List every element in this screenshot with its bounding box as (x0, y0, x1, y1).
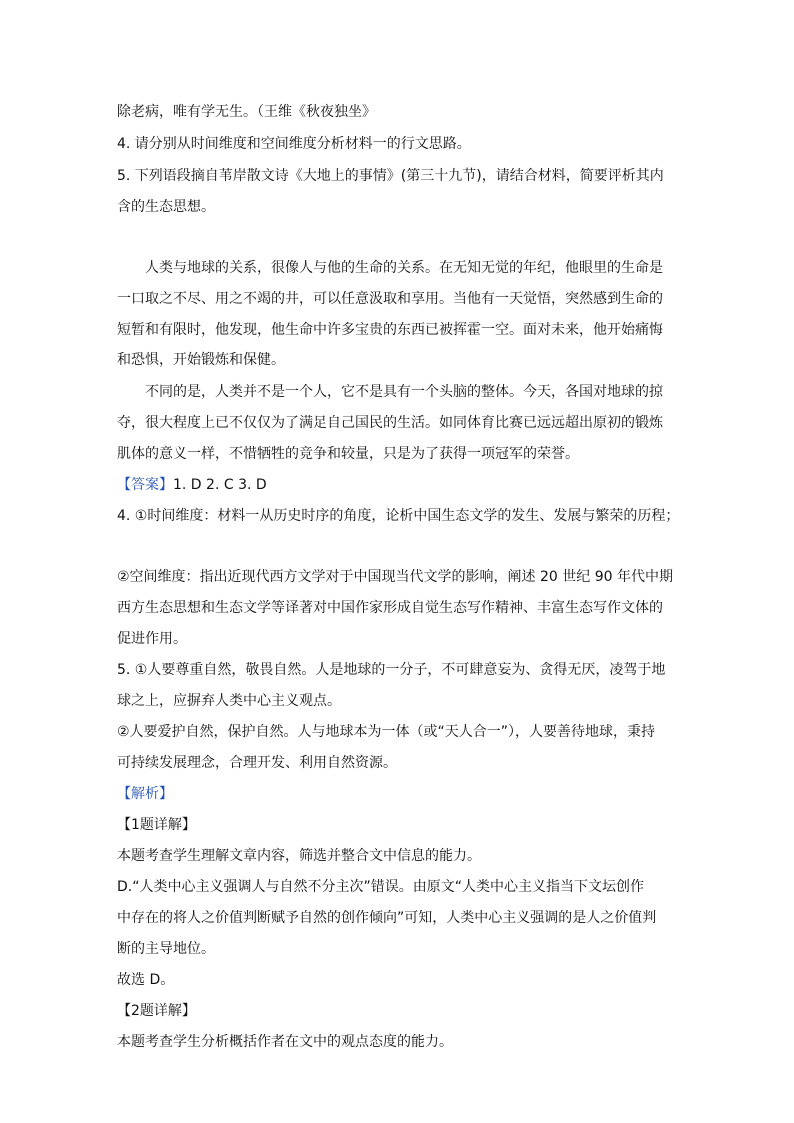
q1-conclusion: 故选 D。 (117, 972, 175, 988)
excerpt-paragraph-2: 不同的是，人类并不是一个人，它不是具有一个头脑的整体。今天，各国对地球的掠 (145, 384, 663, 400)
section-heading-q2: 【2题详解】 (117, 1003, 196, 1019)
excerpt-paragraph-1: 一口取之不尽、用之不竭的井，可以任意汲取和享用。当他有一天觉悟，突然感到生命的 (117, 291, 663, 307)
section-heading-q1: 【1题详解】 (117, 817, 196, 833)
answer-text: 1. D 2. C 3. D (173, 477, 267, 493)
answer-5-point-2: ②人要爱护自然，保护自然。人与地球本为一体（或“天人合一”），人要善待地球，秉持 (117, 724, 656, 740)
answer-5-point-1: 球之上，应摒弃人类中心主义观点。 (117, 693, 341, 709)
answer-5-point-1: 5. ①人要尊重自然，敬畏自然。人是地球的一分子，不可肆意妄为、贪得无厌，凌驾于地 (117, 662, 666, 678)
answer-5-point-2: 可持续发展理念，合理开发、利用自然资源。 (117, 755, 397, 771)
answer-4-space: 促进作用。 (117, 631, 187, 647)
excerpt-paragraph-1: 人类与地球的关系，很像人与他的生命的关系。在无知无觉的年纪，他眼里的生命是 (145, 260, 663, 276)
q1-explanation: D.“人类中心主义强调人与自然不分主次”错误。由原文“人类中心主义指当下文坛创作 (117, 879, 644, 895)
excerpt-paragraph-1: 短暂和有限时，他发现，他生命中许多宝贵的东西已被挥霍一空。面对未来，他开始痛悔 (117, 322, 663, 338)
q1-explanation: 本题考查学生理解文章内容，筛选并整合文中信息的能力。 (117, 848, 481, 864)
poem-citation-line: 除老病，唯有学无生。（王维《秋夜独坐》 (117, 104, 376, 120)
q1-explanation: 断的主导地位。 (117, 941, 215, 957)
answer-line (117, 475, 267, 495)
question-5-line-2: 含的生态思想。 (117, 199, 215, 215)
q2-explanation: 本题考查学生分析概括作者在文中的观点态度的能力。 (117, 1034, 453, 1050)
excerpt-paragraph-2: 肌体的意义一样，不惜牺牲的竞争和较量，只是为了获得一项冠军的荣誉。 (117, 446, 579, 462)
analysis-tag: 【解析】 (117, 786, 173, 802)
answer-4-space: 西方生态思想和生态文学等译著对中国作家形成自觉生态写作精神、丰富生态写作文体的 (117, 600, 663, 616)
answer-tag: 【答案】 (117, 477, 173, 493)
q1-explanation: 中存在的将人之价值判断赋予自然的创作倾向”可知，人类中心主义强调的是人之价值判 (117, 910, 657, 926)
answer-4-space: ②空间维度：指出近现代西方文学对于中国现当代文学的影响，阐述 20 世纪 90 年代中期 (117, 569, 673, 585)
excerpt-paragraph-2: 夺，很大程度上已不仅仅为了满足自己国民的生活。如同体育比赛已远远超出原初的锻炼 (117, 415, 663, 431)
question-5-line-1: 5. 下列语段摘自苇岸散文诗《大地上的事情》(第三十九节)，请结合材料，简要评析其内 (117, 168, 664, 184)
excerpt-paragraph-1: 和恐惧，开始锻炼和保健。 (117, 352, 285, 368)
answer-4-time: 4. ①时间维度：材料一从历史时序的角度，论析中国生态文学的发生、发展与繁荣的历程； (117, 508, 680, 524)
question-4: 4. 请分别从时间维度和空间维度分析材料一的行文思路。 (117, 136, 471, 152)
